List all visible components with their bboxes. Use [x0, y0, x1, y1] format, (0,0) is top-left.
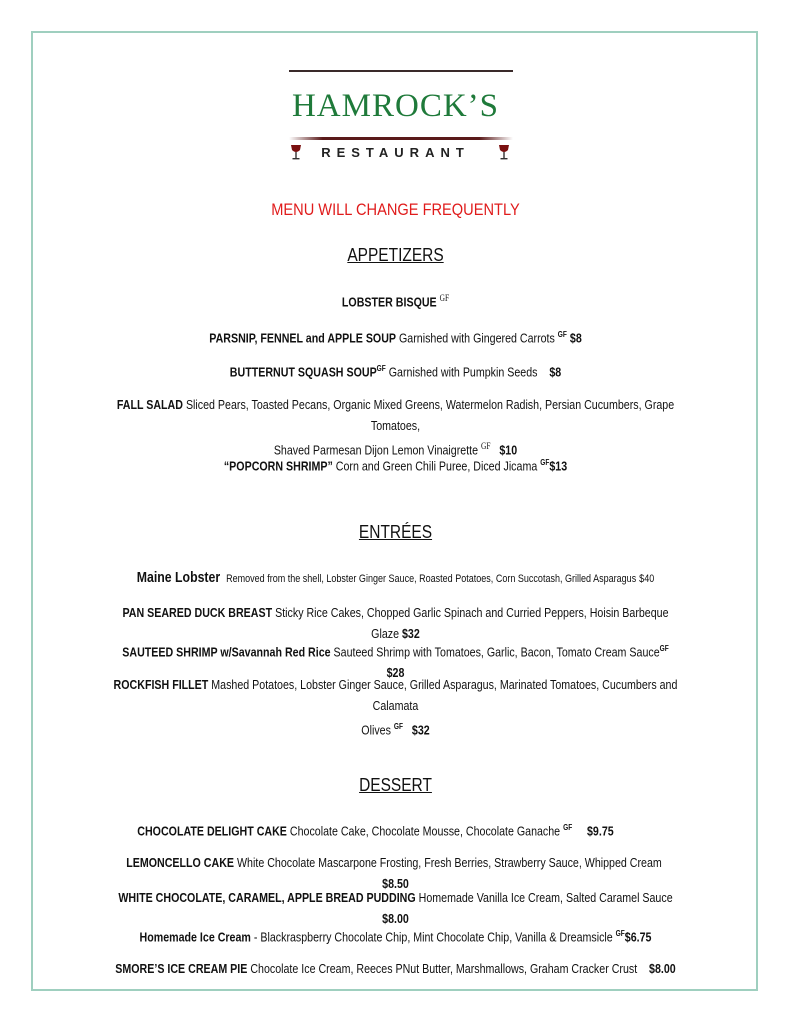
gf-marker: GF	[481, 441, 491, 451]
item-price: $32	[411, 722, 430, 738]
item-description: Homemade Vanilla Ice Cream, Salted Caramel Sauce	[418, 890, 673, 905]
item-description: Chocolate Cake, Chocolate Mousse, Chocolate Ganache	[289, 823, 561, 839]
item-name: CHOCOLATE DELIGHT CAKE	[137, 823, 287, 839]
item-name: LOBSTER BISQUE	[341, 294, 437, 310]
gf-marker: GF	[439, 293, 450, 303]
restaurant-logo-subtitle: RESTAURANT	[321, 145, 470, 160]
gf-marker: GF	[615, 929, 625, 938]
item-description: Removed from the shell, Lobster Ginger Sauce, Roasted Potatoes, Corn Succotash, Grilled Asparagus	[226, 573, 637, 585]
gf-marker: GF	[376, 364, 386, 373]
menu-item	[112, 958, 679, 979]
section-title-appetizers: APPETIZERS	[347, 245, 444, 265]
menu-notice: MENU WILL CHANGE FREQUENTLY	[271, 200, 520, 219]
item-price: $40	[639, 573, 655, 585]
item-name: SMORE’S ICE CREAM PIE	[115, 961, 248, 976]
section-title-entrees: ENTRÉES	[358, 522, 433, 542]
page-border	[31, 31, 758, 991]
item-price: $8.50	[382, 876, 409, 891]
item-name: WHITE CHOCOLATE, CARAMEL, APPLE BREAD PUDDING	[118, 890, 416, 905]
item-name: PARSNIP, FENNEL and APPLE SOUP	[209, 330, 397, 346]
item-name: Homemade Ice Cream	[139, 929, 251, 945]
item-price: $32	[402, 626, 420, 641]
item-description: Mashed Potatoes, Lobster Ginger Sauce, Grilled Asparagus, Marinated Tomatoes, Cucumbers and Calamata	[211, 677, 678, 713]
item-price: $10	[499, 442, 518, 458]
menu-item	[112, 324, 679, 348]
gf-marker: GF	[659, 644, 669, 653]
menu-item	[92, 817, 659, 841]
menu-item	[112, 394, 679, 460]
item-price: $9.75	[587, 823, 614, 839]
item-price: $28	[386, 665, 405, 681]
item-price: $13	[549, 458, 568, 474]
item-description: Sliced Pears, Toasted Pecans, Organic Mixed Greens, Watermelon Radish, Persian Cucumbers, Grape Tomatoes,	[185, 397, 675, 433]
item-description: Garnished with Gingered Carrots	[399, 330, 555, 346]
item-description: Sticky Rice Cakes, Chopped Garlic Spinach and Curried Peppers, Hoisin Barbeque Glaze	[275, 605, 669, 641]
item-name: Maine Lobster	[136, 569, 221, 586]
item-description-cont: Shaved Parmesan Dijon Lemon Vinaigrette	[273, 442, 479, 458]
gf-marker: GF	[557, 330, 567, 339]
item-price: $8	[569, 330, 582, 346]
restaurant-logo-name: HAMROCK’S	[291, 88, 500, 124]
menu-item	[112, 674, 679, 740]
logo-top-rule	[289, 70, 513, 72]
item-description: Garnished with Pumpkin Seeds	[388, 364, 538, 380]
item-description: Sauteed Shrimp with Tomatoes, Garlic, Bacon, Tomato Cream Sauce	[333, 644, 660, 660]
item-name: LEMONCELLO CAKE	[126, 855, 235, 870]
item-name: PAN SEARED DUCK BREAST	[122, 605, 273, 620]
gf-marker: GF	[393, 722, 404, 731]
item-name: BUTTERNUT SQUASH SOUP	[229, 364, 377, 380]
item-description-cont: Olives	[361, 722, 391, 738]
item-price: $8	[549, 364, 562, 380]
item-price: $8.00	[382, 911, 409, 926]
item-name: “POPCORN SHRIMP”	[223, 458, 333, 474]
item-price: $6.75	[624, 929, 652, 945]
gf-marker: GF	[563, 823, 573, 832]
menu-item	[112, 288, 679, 312]
menu-item	[112, 358, 679, 382]
item-description: - Blackraspberry Chocolate Chip, Mint Chocolate Chip, Vanilla & Dreamsicle	[253, 929, 613, 945]
item-description: Chocolate Ice Cream, Reeces PNut Butter, Marshmallows, Graham Cracker Crust	[250, 961, 638, 976]
item-description: Corn and Green Chili Puree, Diced Jicama	[335, 458, 538, 474]
section-title-dessert: DESSERT	[359, 775, 432, 795]
wine-glass-icon	[497, 144, 511, 160]
item-name: ROCKFISH FILLET	[113, 677, 209, 692]
menu-item	[112, 452, 679, 476]
item-price: $8.00	[649, 961, 676, 976]
gf-marker: GF	[540, 458, 550, 467]
logo-bottom-rule	[289, 137, 513, 140]
item-description: White Chocolate Mascarpone Frosting, Fresh Berries, Strawberry Sauce, Whipped Cream	[236, 855, 662, 870]
menu-item	[112, 567, 679, 590]
item-name: SAUTEED SHRIMP w/Savannah Red Rice	[122, 644, 331, 660]
item-name: FALL SALAD	[116, 397, 183, 412]
menu-item	[112, 923, 679, 947]
